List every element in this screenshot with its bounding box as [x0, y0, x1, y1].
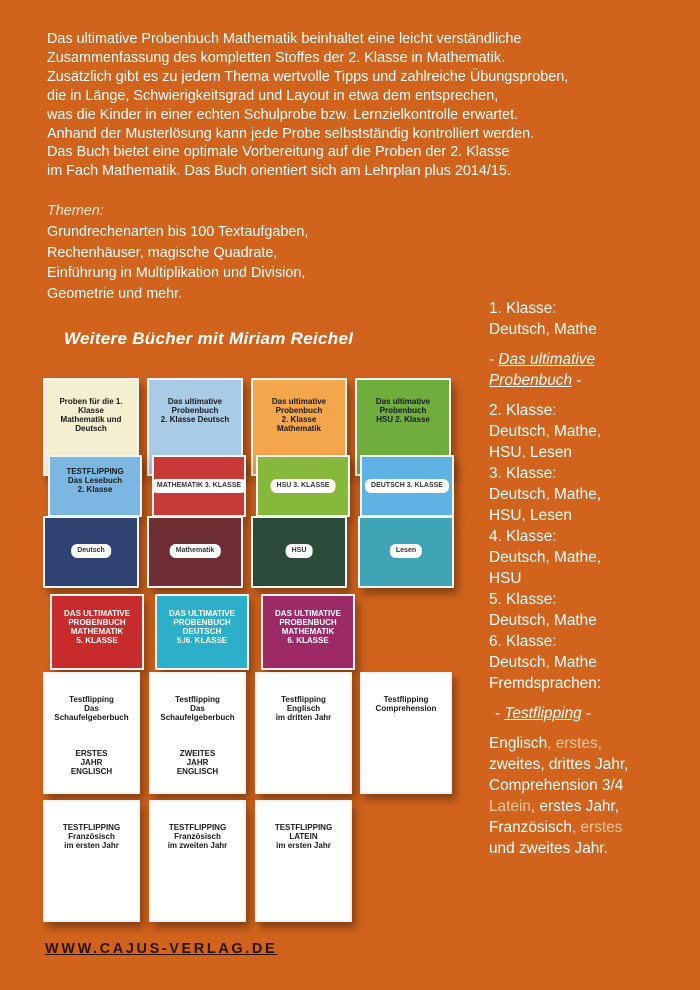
lang-text: , erstes	[571, 819, 623, 836]
book-title: TESTFLIPPING LATEIN im ersten Jahr	[274, 823, 333, 851]
class-4-subjects-2: HSU	[489, 570, 522, 587]
theme-item: Einführung in Multiplikation und Division,	[47, 265, 306, 281]
book-testflipping-englisch-1[interactable]	[43, 672, 140, 794]
book-mathematik-6-klasse[interactable]	[261, 594, 355, 670]
book-mathematik-3-klasse[interactable]	[152, 455, 246, 517]
class-6-heading: 6. Klasse:	[489, 633, 557, 650]
book-mathematik-4-klasse[interactable]	[147, 516, 243, 588]
intro-line: was die Kinder in einer echten Schulprobe bzw. Lernzielkontrolle erwartet.	[47, 106, 519, 123]
book-deutsch-3-klasse[interactable]	[360, 455, 454, 517]
themes-heading: Themen:	[47, 203, 104, 219]
class-1-subjects: Deutsch, Mathe	[489, 321, 597, 338]
class-4-heading: 4. Klasse:	[489, 528, 557, 545]
lang-text: , erstes,	[547, 735, 602, 752]
lang-line-6: und zweites Jahr.	[489, 840, 608, 857]
book-label: Deutsch	[71, 544, 111, 558]
class-2-heading: 2. Klasse:	[489, 402, 557, 419]
theme-item: Grundrechenarten bis 100 Textaufgaben,	[47, 224, 309, 240]
dash: -	[581, 705, 592, 722]
probenbuch-series-label-2	[489, 370, 694, 391]
book-testflipping-englisch-3[interactable]	[255, 672, 352, 794]
book-hsu-4-klasse[interactable]	[251, 516, 347, 588]
lang-latein: Latein	[489, 798, 531, 815]
lang-text: , erstes Jahr,	[530, 798, 620, 815]
book-title: Das ultimative Probenbuch 2. Klasse Mathematik	[271, 396, 327, 433]
book-label: Mathematik	[170, 544, 221, 558]
book-title: TESTFLIPPING Französisch im ersten Jahr	[62, 823, 121, 851]
class-2-subjects-2: HSU, Lesen	[489, 444, 572, 461]
dash: -	[489, 351, 499, 368]
book-deutsch-5-6-klasse[interactable]	[155, 594, 249, 670]
probenbuch-link-2[interactable]: Probenbuch	[489, 372, 573, 389]
intro-line: Zusammenfassung des kompletten Stoffes der 2. Klasse in Mathematik.	[47, 49, 506, 66]
intro-line: Zusätzlich gibt es zu jedem Thema wertvolle Tipps und zahlreiche Übungsproben,	[47, 68, 569, 85]
publisher-website-link[interactable]: WWW.CAJUS-VERLAG.DE	[45, 941, 278, 957]
book-testflipping-latein[interactable]	[255, 800, 352, 922]
intro-text	[47, 30, 687, 181]
class-5-subjects: Deutsch, Mathe	[489, 612, 597, 629]
book-title: DAS ULTIMATIVE PROBENBUCH MATHEMATIK 5. KLASSE	[64, 608, 130, 645]
class-4-subjects: Deutsch, Mathe,	[489, 549, 602, 566]
intro-line: Das ultimative Probenbuch Mathematik beinhaltet eine leicht verständliche	[47, 31, 522, 47]
book-title: TESTFLIPPING Das Lesebuch 2. Klasse	[66, 467, 124, 495]
book-label: DEUTSCH 3. KLASSE	[365, 479, 449, 493]
more-books-title: Weitere Bücher mit Miriam Reichel	[64, 329, 354, 348]
book-title: DAS ULTIMATIVE PROBENBUCH DEUTSCH 5./6. KLASSE	[169, 608, 235, 645]
book-label: Lesen	[390, 544, 422, 558]
book-mathematik-5-klasse[interactable]	[50, 594, 144, 670]
probenbuch-series-label	[489, 349, 694, 370]
book-testflipping-comprehension[interactable]	[360, 672, 452, 794]
book-hsu-3-klasse[interactable]	[256, 455, 350, 517]
themes-list	[47, 222, 447, 304]
theme-item: Rechenhäuser, magische Quadrate,	[47, 244, 278, 261]
dash: -	[495, 705, 505, 722]
book-title: Testflipping Englisch im dritten Jahr	[275, 695, 332, 723]
intro-line: im Fach Mathematik. Das Buch orientiert sich am Lehrplan plus 2014/15.	[47, 163, 511, 180]
book-label: HSU 3. KLASSE	[271, 479, 336, 493]
lang-line-3: Comprehension 3/4	[489, 777, 624, 794]
book-testflipping-englisch-2[interactable]	[149, 672, 246, 794]
book-testflipping-franzoesisch-1[interactable]	[43, 800, 140, 922]
book-title: Das ultimative Probenbuch HSU 2. Klasse	[375, 396, 431, 424]
lang-line-5	[489, 817, 694, 838]
class-1-heading: 1. Klasse:	[489, 300, 557, 317]
testflipping-link[interactable]: Testflipping	[504, 705, 582, 722]
book-deutsch-4-klasse[interactable]	[43, 516, 139, 588]
intro-line: Das Buch bietet eine optimale Vorbereitung auf die Proben der 2. Klasse	[47, 144, 510, 161]
book-testflipping-lesebuch[interactable]	[48, 455, 142, 517]
lang-line-4	[489, 796, 694, 817]
lang-franzoesisch: Französisch	[489, 819, 572, 836]
book-testflipping-franzoesisch-2[interactable]	[149, 800, 246, 922]
book-series-list	[489, 298, 694, 859]
class-2-subjects: Deutsch, Mathe,	[489, 423, 602, 440]
book-title: Testflipping Das Schaufelgeberbuch ERSTES JAHR ENGLISCH	[54, 695, 129, 777]
class-5-heading: 5. Klasse:	[489, 591, 557, 608]
book-title: Proben für die 1. Klasse Mathematik und Deutsch	[59, 396, 123, 433]
book-title: TESTFLIPPING Französisch im zweiten Jahr	[167, 823, 228, 851]
book-label: MATHEMATIK 3. KLASSE	[152, 479, 246, 493]
dash: -	[572, 372, 582, 389]
book-title: Testflipping Comprehension	[375, 695, 437, 714]
class-3-heading: 3. Klasse:	[489, 465, 557, 482]
lang-line-2: zweites, drittes Jahr,	[489, 756, 629, 773]
intro-line: die in Länge, Schwierigkeitsgrad und Layout in etwa dem entsprechen,	[47, 87, 499, 104]
probenbuch-link[interactable]: Das ultimative	[498, 351, 596, 368]
book-title: Testflipping Das Schaufelgeberbuch ZWEITES JAHR ENGLISCH	[160, 695, 235, 777]
book-lesen-4-klasse[interactable]	[358, 516, 454, 588]
class-3-subjects-2: HSU, Lesen	[489, 507, 572, 524]
book-label: HSU	[286, 544, 313, 558]
lang-englisch: Englisch	[489, 735, 548, 752]
class-6-subjects: Deutsch, Mathe	[489, 654, 597, 671]
theme-item: Geometrie und mehr.	[47, 285, 183, 302]
class-3-subjects: Deutsch, Mathe,	[489, 486, 602, 503]
testflipping-series-label	[489, 703, 694, 724]
book-title: DAS ULTIMATIVE PROBENBUCH MATHEMATIK 6. KLASSE	[275, 608, 341, 645]
languages-heading: Fremdsprachen:	[489, 675, 602, 692]
intro-line: Anhand der Musterlösung kann jede Probe selbstständig kontrolliert werden.	[47, 125, 535, 142]
book-title: Das ultimative Probenbuch 2. Klasse Deutsch	[160, 396, 230, 424]
lang-line-1	[489, 733, 694, 754]
